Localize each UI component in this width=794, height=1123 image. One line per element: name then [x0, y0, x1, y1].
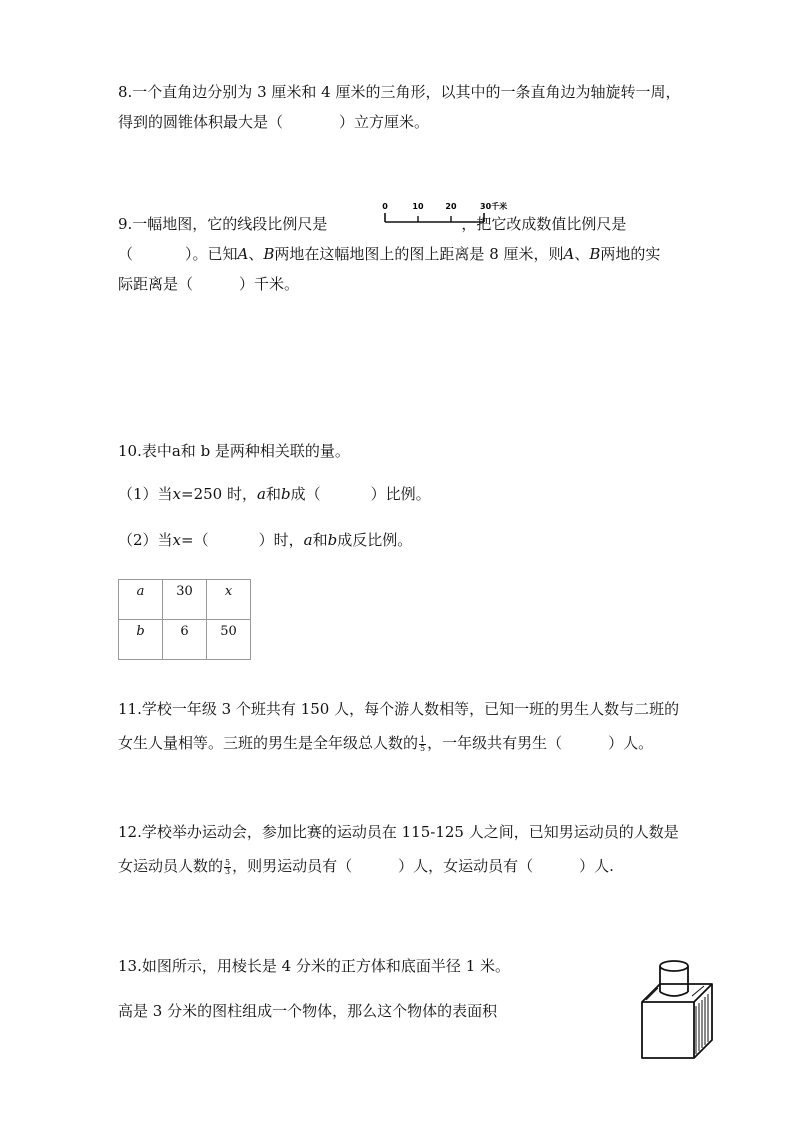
q10-p1-text-d: ）比例。 [370, 485, 431, 503]
scale-label-20: 20 [445, 202, 457, 211]
q12-fraction [224, 859, 231, 876]
q9-scale-bar [380, 200, 520, 226]
q10-p1-text-a: （1）当 [118, 485, 173, 503]
q9-sep1: 、 [248, 245, 264, 263]
table-cell: 50 [207, 620, 251, 660]
q9-paren-open: （ [118, 245, 134, 263]
q11-fraction [419, 736, 426, 753]
q9-text-c: ）。已知 [185, 245, 238, 263]
q10-p2-text-b: =（ [181, 531, 209, 549]
table-cell: 6 [163, 620, 207, 660]
q12-text-d: ）人. [579, 857, 614, 875]
q11-text-a: 女生人量相等。三班的男生是全年级总人数的 [118, 734, 419, 752]
table-cell: b [119, 620, 163, 660]
cube-cylinder-figure [636, 956, 720, 1062]
q10-p2-text-c: ）时， [258, 531, 304, 549]
q10-var-b: b [280, 485, 291, 503]
q9-text-d: 两地在这幅地图上的图上距离是 8 厘米，则 [274, 245, 564, 263]
q12-line1: 12.学校举办运动会，参加比赛的运动员在 115-125 人之间，已知男运动员的人数是 [118, 823, 679, 841]
q12-text-b: ，则男运动员有（ [232, 857, 353, 875]
q9-line3 [118, 274, 299, 294]
table-cell: a [119, 580, 163, 620]
q10-intro: 10.表中a和 b 是两种相关联的量。 [118, 442, 350, 460]
q11-line2 [118, 733, 653, 753]
q9-line2 [118, 244, 660, 264]
q10-var-x: x [172, 485, 182, 503]
scale-label-10: 10 [412, 202, 424, 211]
q13-line1: 13.如图所示，用棱长是 4 分米的正方体和底面半径 1 米。 [118, 957, 511, 975]
q12-line2 [118, 856, 614, 876]
q8-line1: 8.一个直角边分别为 3 厘米和 4 厘米的三角形，以其中的一条直角边为轴旋转一周， [118, 83, 681, 101]
q9-letter-b2: B [589, 245, 601, 263]
q9-line1 [118, 214, 626, 234]
q13-line2: 高是 3 分米的图柱组成一个物体，那么这个物体的表面积 [118, 1002, 498, 1020]
q11-frac-den: 5 [420, 743, 426, 753]
q10-p1-text-b: =250 时， [181, 485, 257, 503]
q10-p2-text-d: 成反比例。 [337, 531, 413, 549]
q10-table [118, 579, 251, 660]
q9-letter-a2: A [563, 245, 575, 263]
q10-var-b2: b [327, 531, 338, 549]
q10-var-a: a [256, 485, 266, 503]
table-cell: x [207, 580, 251, 620]
q11-text-c: ）人。 [608, 734, 654, 752]
q8-line2 [118, 112, 429, 132]
q11-line1: 11.学校一年级 3 个班共有 150 人，每个游人数相等，已知一班的男生人数与二班的 [118, 700, 680, 718]
q9-letter-b1: B [263, 245, 275, 263]
q8-text-b: ）立方厘米。 [339, 113, 430, 131]
scale-label-30: 30千米 [480, 202, 508, 211]
q10-var-a2: a [303, 531, 313, 549]
q10-p2-text-a: （2）当 [118, 531, 173, 549]
q12-frac-num: 5 [225, 857, 231, 867]
q9-text-g: ）千米。 [239, 275, 300, 293]
q10-part2 [118, 530, 412, 550]
q11-frac-num: 1 [420, 734, 426, 744]
table-row [119, 580, 251, 620]
q12-text-c: ）人，女运动员有（ [398, 857, 534, 875]
q10-he2: 和 [312, 531, 328, 549]
q9-letter-a1: A [237, 245, 249, 263]
q9-text-e: 两地的实 [600, 245, 661, 263]
q9-text-b: ，把它改成数值比例尺是 [461, 215, 627, 233]
q11-text-b: ，一年级共有男生（ [427, 734, 563, 752]
table-cell: 30 [163, 580, 207, 620]
q10-p1-text-c: 成（ [290, 485, 321, 503]
q12-text-a: 女运动员人数的 [118, 857, 224, 875]
q10-he: 和 [265, 485, 281, 503]
q9-sep2: 、 [574, 245, 590, 263]
q9-text-a: 9.一幅地图，它的线段比例尺是 [118, 215, 328, 233]
scale-label-0: 0 [382, 202, 388, 211]
q8-text-a: 得到的圆锥体积最大是（ [118, 113, 284, 131]
table-row [119, 620, 251, 660]
q10-part1 [118, 484, 431, 504]
q9-text-f: 际距离是（ [118, 275, 194, 293]
q10-var-x2: x [172, 531, 182, 549]
q12-frac-den: 3 [225, 866, 231, 876]
